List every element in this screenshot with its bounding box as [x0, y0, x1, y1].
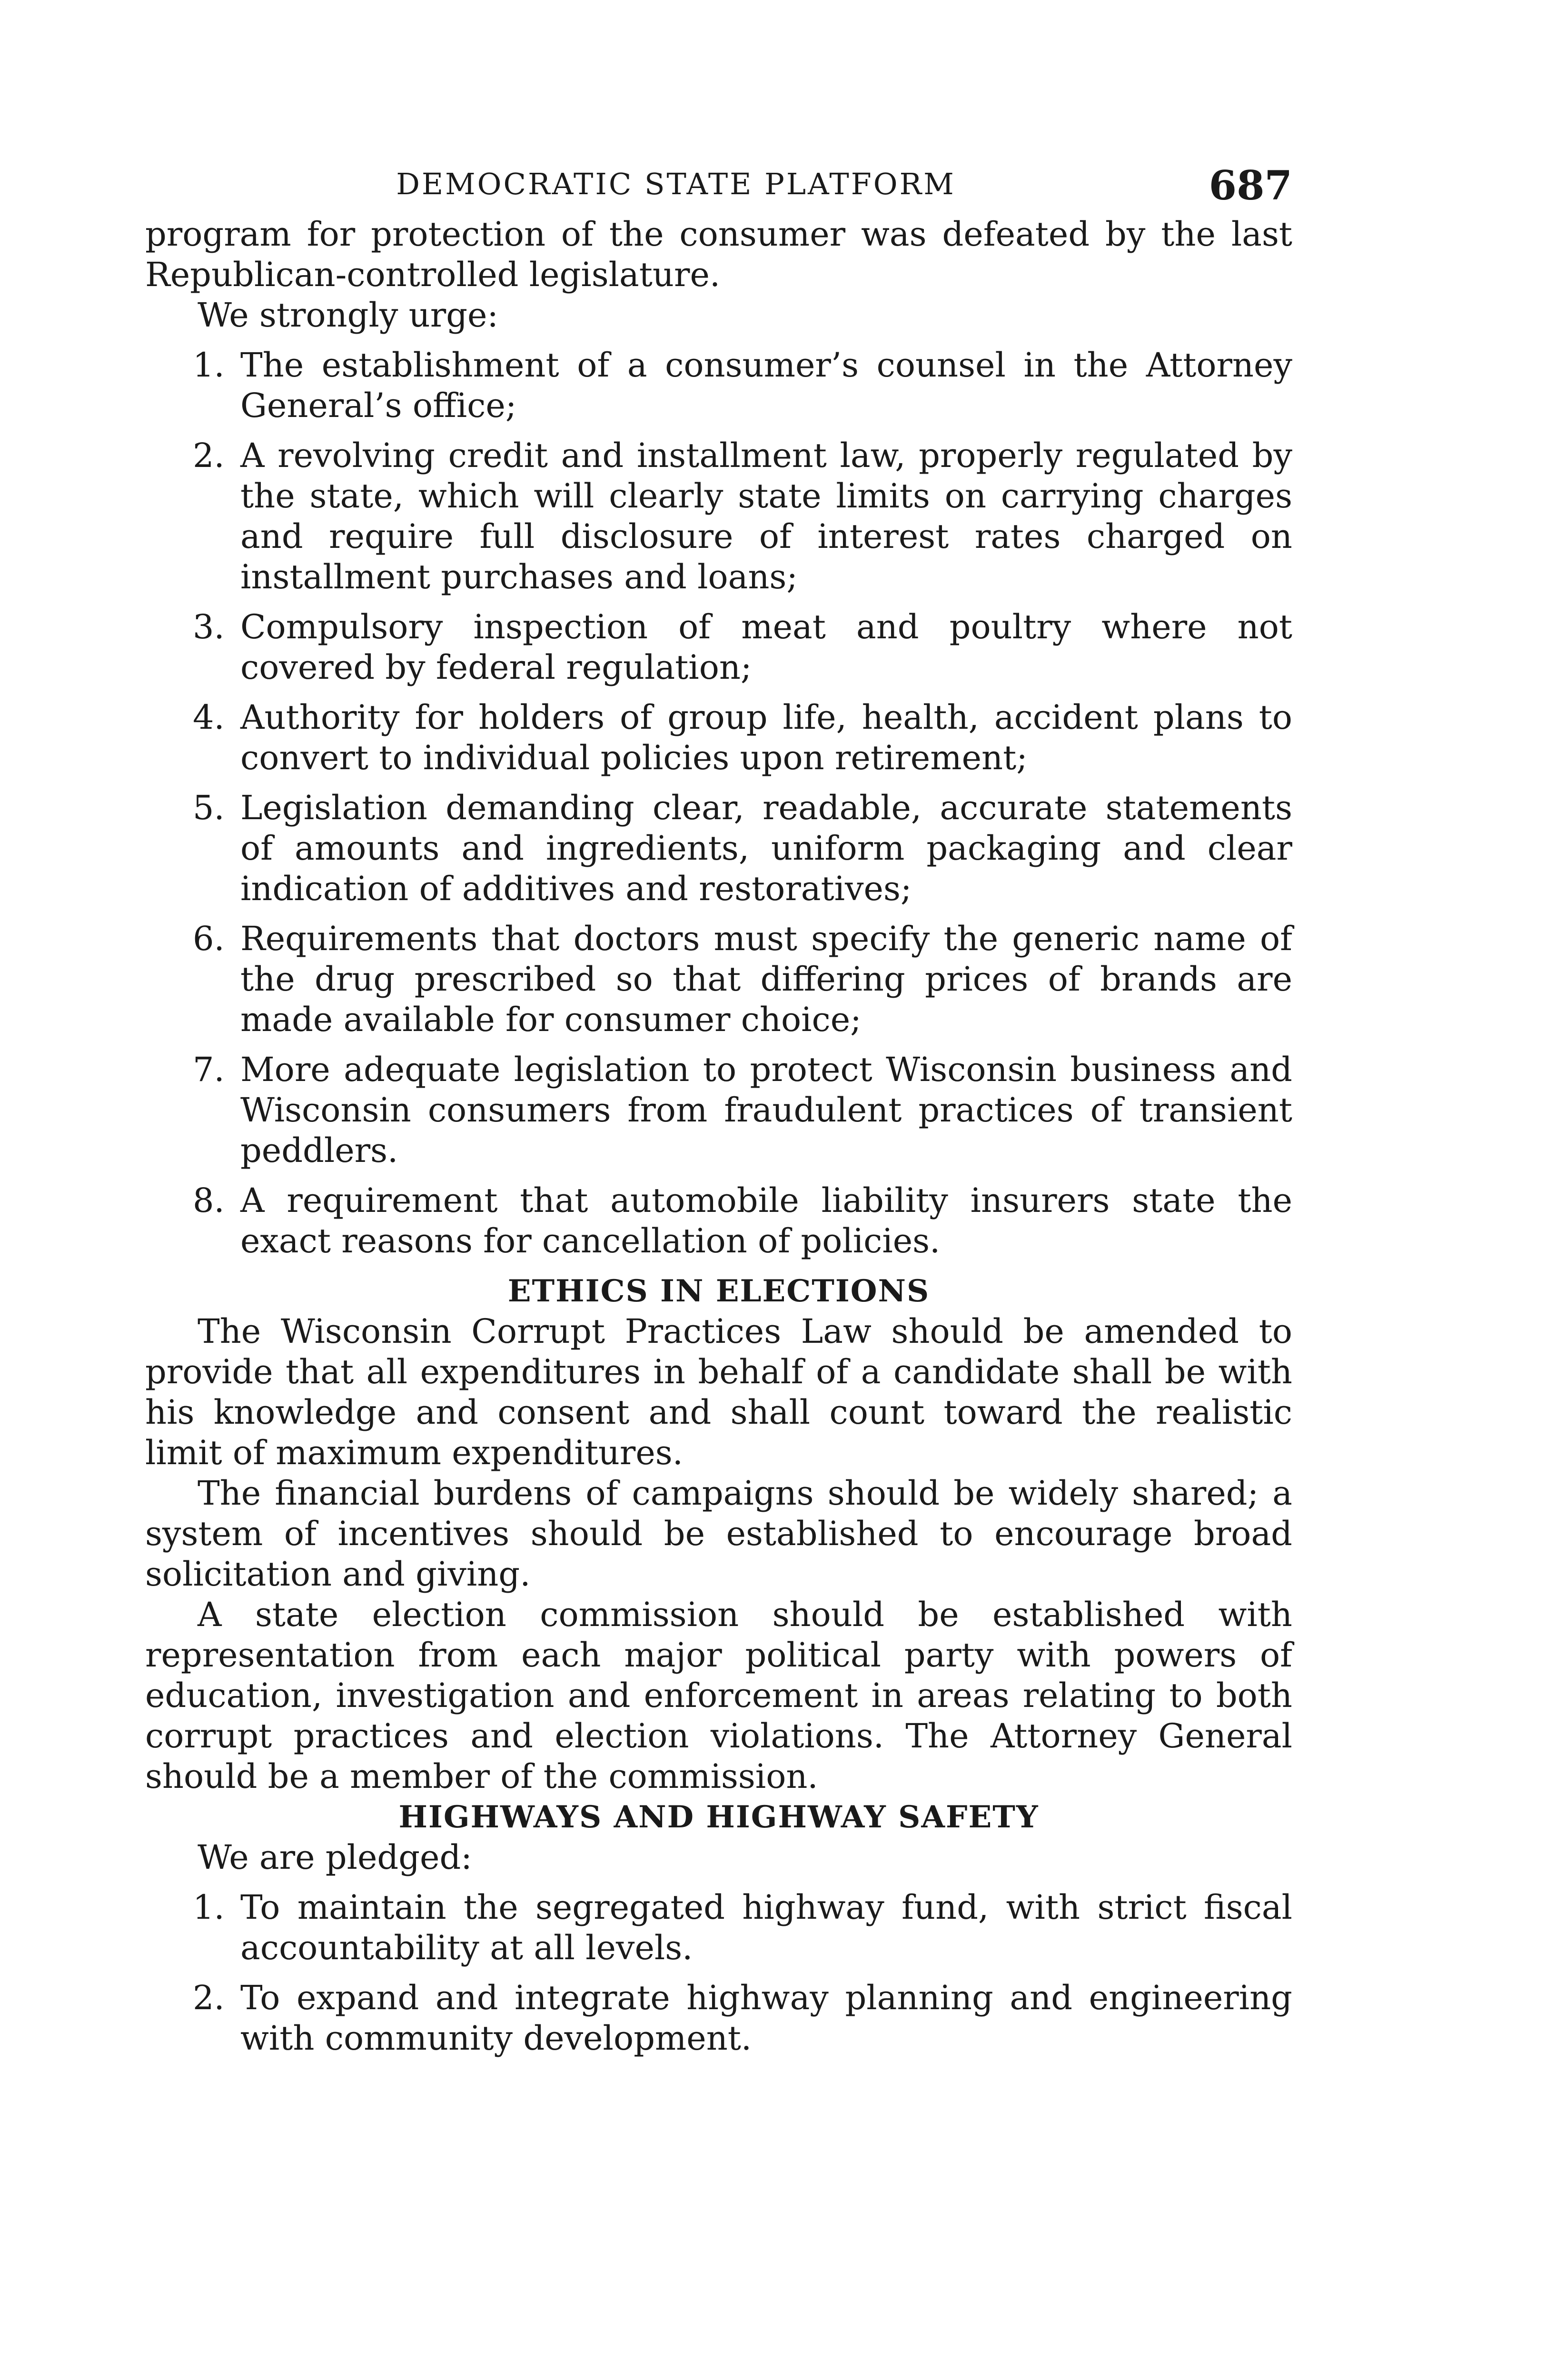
- page-number: 687: [1209, 162, 1292, 209]
- list-item-text: A requirement that automobile liability insurers state the exact reasons for cancellation of policies.: [240, 1181, 1292, 1260]
- list-item-number: 8.: [193, 1181, 225, 1220]
- section-heading-ethics: ETHICS IN ELECTIONS: [507, 1273, 930, 1309]
- list-item: [145, 1180, 1292, 1261]
- highways-section: [145, 1797, 1292, 2059]
- consumer-section: [145, 214, 1292, 1261]
- list-item: [145, 1050, 1292, 1171]
- list-item-number: 1.: [193, 1888, 225, 1927]
- list-item: [145, 607, 1292, 688]
- list-item-text: The establishment of a consumer’s counsel in the Attorney General’s office;: [240, 346, 1292, 425]
- list-item-text: Authority for holders of group life, health, accident plans to convert to individual policies upon retirement;: [240, 698, 1292, 777]
- consumer-intro-continued: program for protection of the consumer was defeated by the last Republican-controlled legislature.: [145, 215, 1292, 294]
- highways-list: [145, 1887, 1292, 2059]
- ethics-paragraph: A state election commission should be established with representation from each major political party with powers of education, investigation and enforcement in areas relating to both corrupt practices and election violations. The Attorney General should be a member of the commission.: [145, 1595, 1292, 1796]
- running-head: DEMOCRATIC STATE PLATFORM: [396, 167, 956, 201]
- list-item-number: 7.: [193, 1050, 225, 1089]
- list-item: [145, 436, 1292, 597]
- list-item: [145, 1887, 1292, 1968]
- list-item-number: 4.: [193, 698, 225, 737]
- list-item-number: 2.: [193, 1978, 225, 2017]
- list-item-number: 6.: [193, 919, 225, 958]
- list-item-text: A revolving credit and installment law, properly regulated by the state, which will clearly state limits on carrying charges and require full disclosure of interest rates charged on installment purchases and loans;: [240, 436, 1292, 596]
- list-item-number: 1.: [193, 346, 225, 385]
- list-item-text: More adequate legislation to protect Wisconsin business and Wisconsin consumers from fraudulent practices of transient peddlers.: [240, 1050, 1292, 1170]
- list-item-number: 3.: [193, 607, 225, 646]
- section-heading-highways: HIGHWAYS AND HIGHWAY SAFETY: [398, 1799, 1039, 1835]
- list-item-number: 2.: [193, 436, 225, 475]
- list-item-text: Compulsory inspection of meat and poultry where not covered by federal regulation;: [240, 607, 1292, 687]
- page-body: [145, 214, 1292, 2059]
- list-item: [145, 345, 1292, 426]
- page-header: [145, 162, 1292, 214]
- ethics-paragraph: The financial burdens of campaigns should be widely shared; a system of incentives should be established to encourage broad solicitation and giving.: [145, 1474, 1292, 1594]
- list-item: [145, 697, 1292, 778]
- list-item-text: Legislation demanding clear, readable, accurate statements of amounts and ingredients, uniform packaging and clear indication of additives and restoratives;: [240, 788, 1292, 908]
- ethics-section: [145, 1271, 1292, 1797]
- list-item-text: To maintain the segregated highway fund, with strict fiscal accountability at all levels.: [240, 1888, 1292, 1967]
- list-item: [145, 788, 1292, 909]
- consumer-lead: We strongly urge:: [198, 296, 499, 335]
- list-item: [145, 919, 1292, 1040]
- consumer-list: [145, 345, 1292, 1261]
- list-item-number: 5.: [193, 788, 225, 827]
- highways-lead: We are pledged:: [198, 1838, 472, 1877]
- ethics-paragraph: The Wisconsin Corrupt Practices Law should be amended to provide that all expenditures in behalf of a candidate shall be with his knowledge and consent and shall count toward the realistic limit of maximum expenditures.: [145, 1312, 1292, 1472]
- list-item: [145, 1978, 1292, 2059]
- list-item-text: To expand and integrate highway planning and engineering with community development.: [240, 1978, 1292, 2058]
- list-item-text: Requirements that doctors must specify the generic name of the drug prescribed so that differing prices of brands are made available for consumer choice;: [240, 919, 1292, 1039]
- document-page: [145, 162, 1292, 2068]
